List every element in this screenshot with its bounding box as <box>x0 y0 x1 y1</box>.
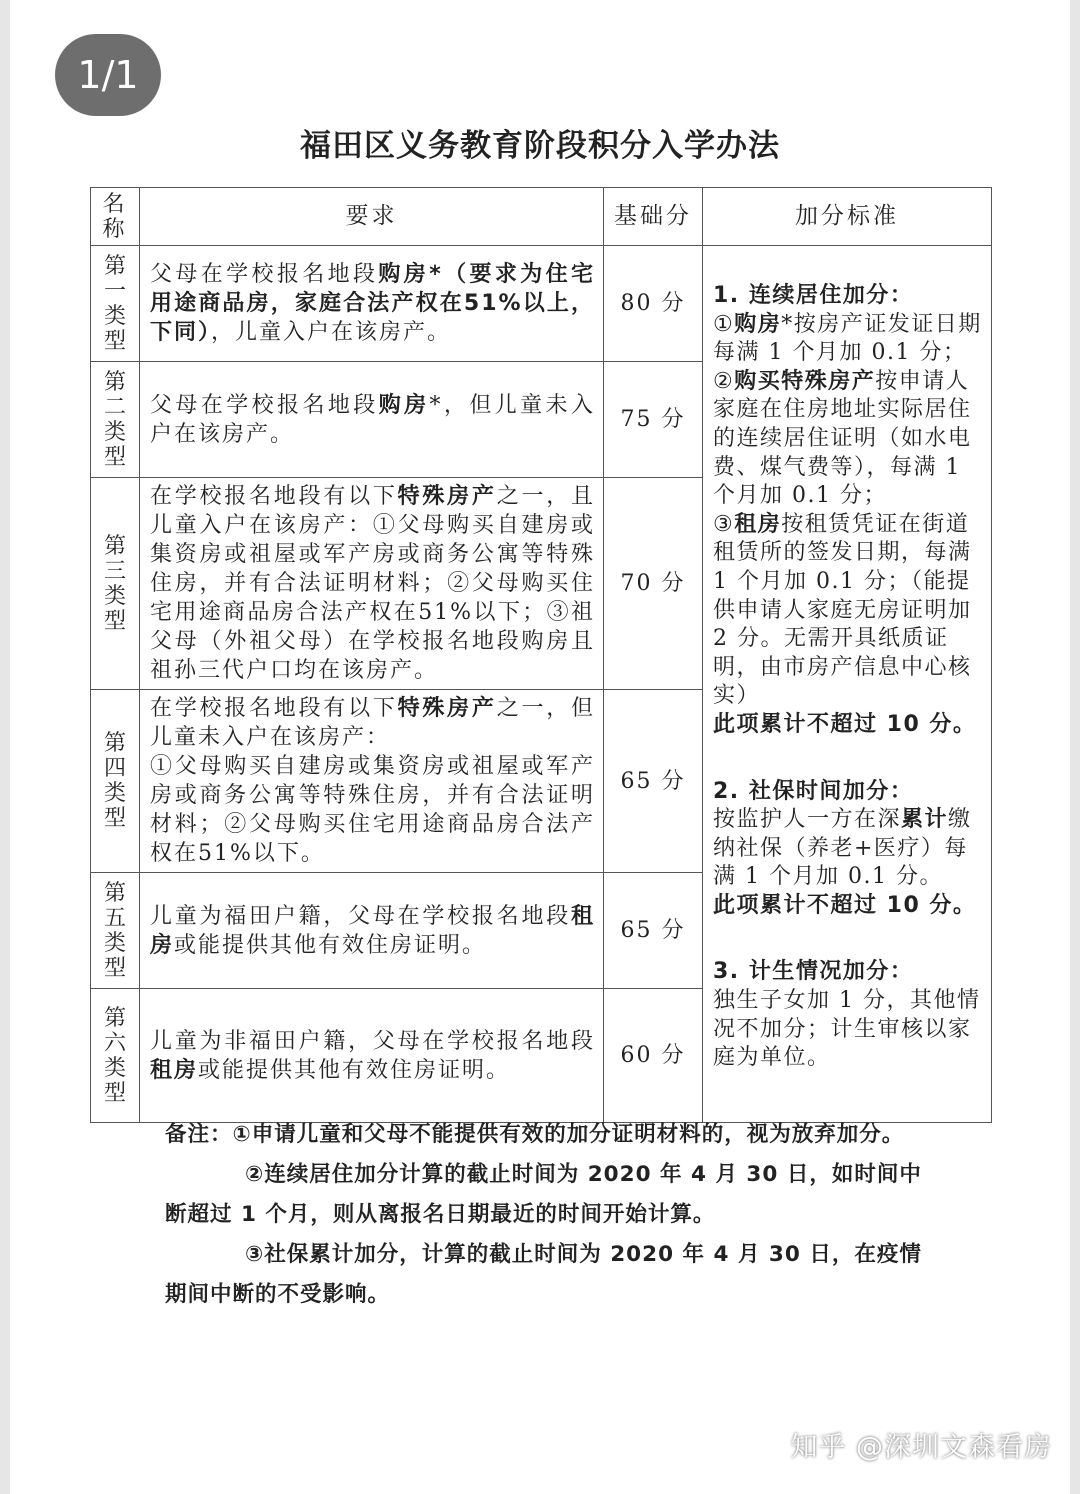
admission-points-table <box>90 187 992 1123</box>
row-requirement: 儿童为非福田户籍，父母在学校报名地段租房或能提供其他有效住房证明。 <box>140 989 604 1123</box>
row-base-score: 65 分 <box>604 873 703 989</box>
header-name: 名 称 <box>91 188 140 246</box>
row-requirement: 在学校报名地段有以下特殊房产之一，且儿童入户在该房产：①父母购买自建房或集资房或祖屋或军产房或商务公寓等特殊住房，并有合法证明材料；②父母购买住宅用途商品房合法产权在51%以下；③祖父母（外祖父母）在学校报名地段购房且祖孙三代户口均在该房产。 <box>140 478 604 690</box>
table-row <box>91 246 992 362</box>
right-edge <box>1070 0 1080 1494</box>
left-edge <box>0 0 10 1494</box>
row-base-score: 80 分 <box>604 246 703 362</box>
page-counter-badge: 1/1 <box>55 34 161 116</box>
row-category-name: 第 三 类 型 <box>91 478 140 690</box>
header-requirement: 要求 <box>140 188 604 246</box>
row-category-name: 第 五 类 型 <box>91 873 140 989</box>
table-header-row <box>91 188 992 246</box>
note-2: ②连续居住加分计算的截止时间为 2020 年 4 月 30 日，如时间中断超过 1 个月，则从离报名日期最近的时间开始计算。 <box>165 1162 922 1227</box>
zhihu-watermark: 知乎 @深圳文森看房 <box>790 1432 1052 1463</box>
row-category-name: 第 二 类 型 <box>91 362 140 478</box>
header-bonus-standard: 加分标准 <box>703 188 992 246</box>
row-base-score: 60 分 <box>604 989 703 1123</box>
note-3: ③社保累计加分，计算的截止时间为 2020 年 4 月 30 日，在疫情期间中断的不受影响。 <box>165 1242 922 1307</box>
row-requirement: 父母在学校报名地段购房*，但儿童未入户在该房产。 <box>140 362 604 478</box>
row-category-name: 第 六 类 型 <box>91 989 140 1123</box>
header-base-score: 基础分 <box>604 188 703 246</box>
document-title: 福田区义务教育阶段积分入学办法 <box>300 128 780 164</box>
bonus-standard-cell: 1. 连续居住加分： ①购房*按房产证发证日期每满 1 个月加 0.1 分； ②购买特殊房产按申请人家庭在住房地址实际居住的连续居住证明（如水电费、煤气费等），每满 1 个月加 0.1 分； ③租房按租赁凭证在街道租赁所的签发日期，每满 1 个月加 0.1 分；（能提供申请人家庭无房证明加 2 分。无需开具纸质证明，由市房产信息中心核实） 此项累计不超过 10 分。 2. 社保时间加分： 按监护人一方在深累计缴纳社保（养老+医疗）每满 1 个月加 0.1 分。 此项累计不超过 10 分。 3. 计生情况加分： 独生子女加 1 分，其他情况不加分；计生审核以家庭为单位。 <box>703 246 992 1123</box>
row-requirement: 在学校报名地段有以下特殊房产之一，但儿童未入户在该房产： ①父母购买自建房或集资房或祖屋或军产房或商务公寓等特殊住房，并有合法证明材料；②父母购买住宅用途商品房合法产权在51%以下。 <box>140 690 604 873</box>
row-base-score: 65 分 <box>604 690 703 873</box>
row-requirement: 父母在学校报名地段购房*（要求为住宅用途商品房，家庭合法产权在51%以上，下同），儿童入户在该房产。 <box>140 246 604 362</box>
note-1: 备注：①申请儿童和父母不能提供有效的加分证明材料的，视为放弃加分。 <box>165 1122 905 1147</box>
row-category-name: 第 一 类 型 <box>91 246 140 362</box>
row-requirement: 儿童为福田户籍，父母在学校报名地段租房或能提供其他有效住房证明。 <box>140 873 604 989</box>
row-category-name: 第 四 类 型 <box>91 690 140 873</box>
row-base-score: 70 分 <box>604 478 703 690</box>
row-base-score: 75 分 <box>604 362 703 478</box>
notes-section <box>165 1115 925 1315</box>
